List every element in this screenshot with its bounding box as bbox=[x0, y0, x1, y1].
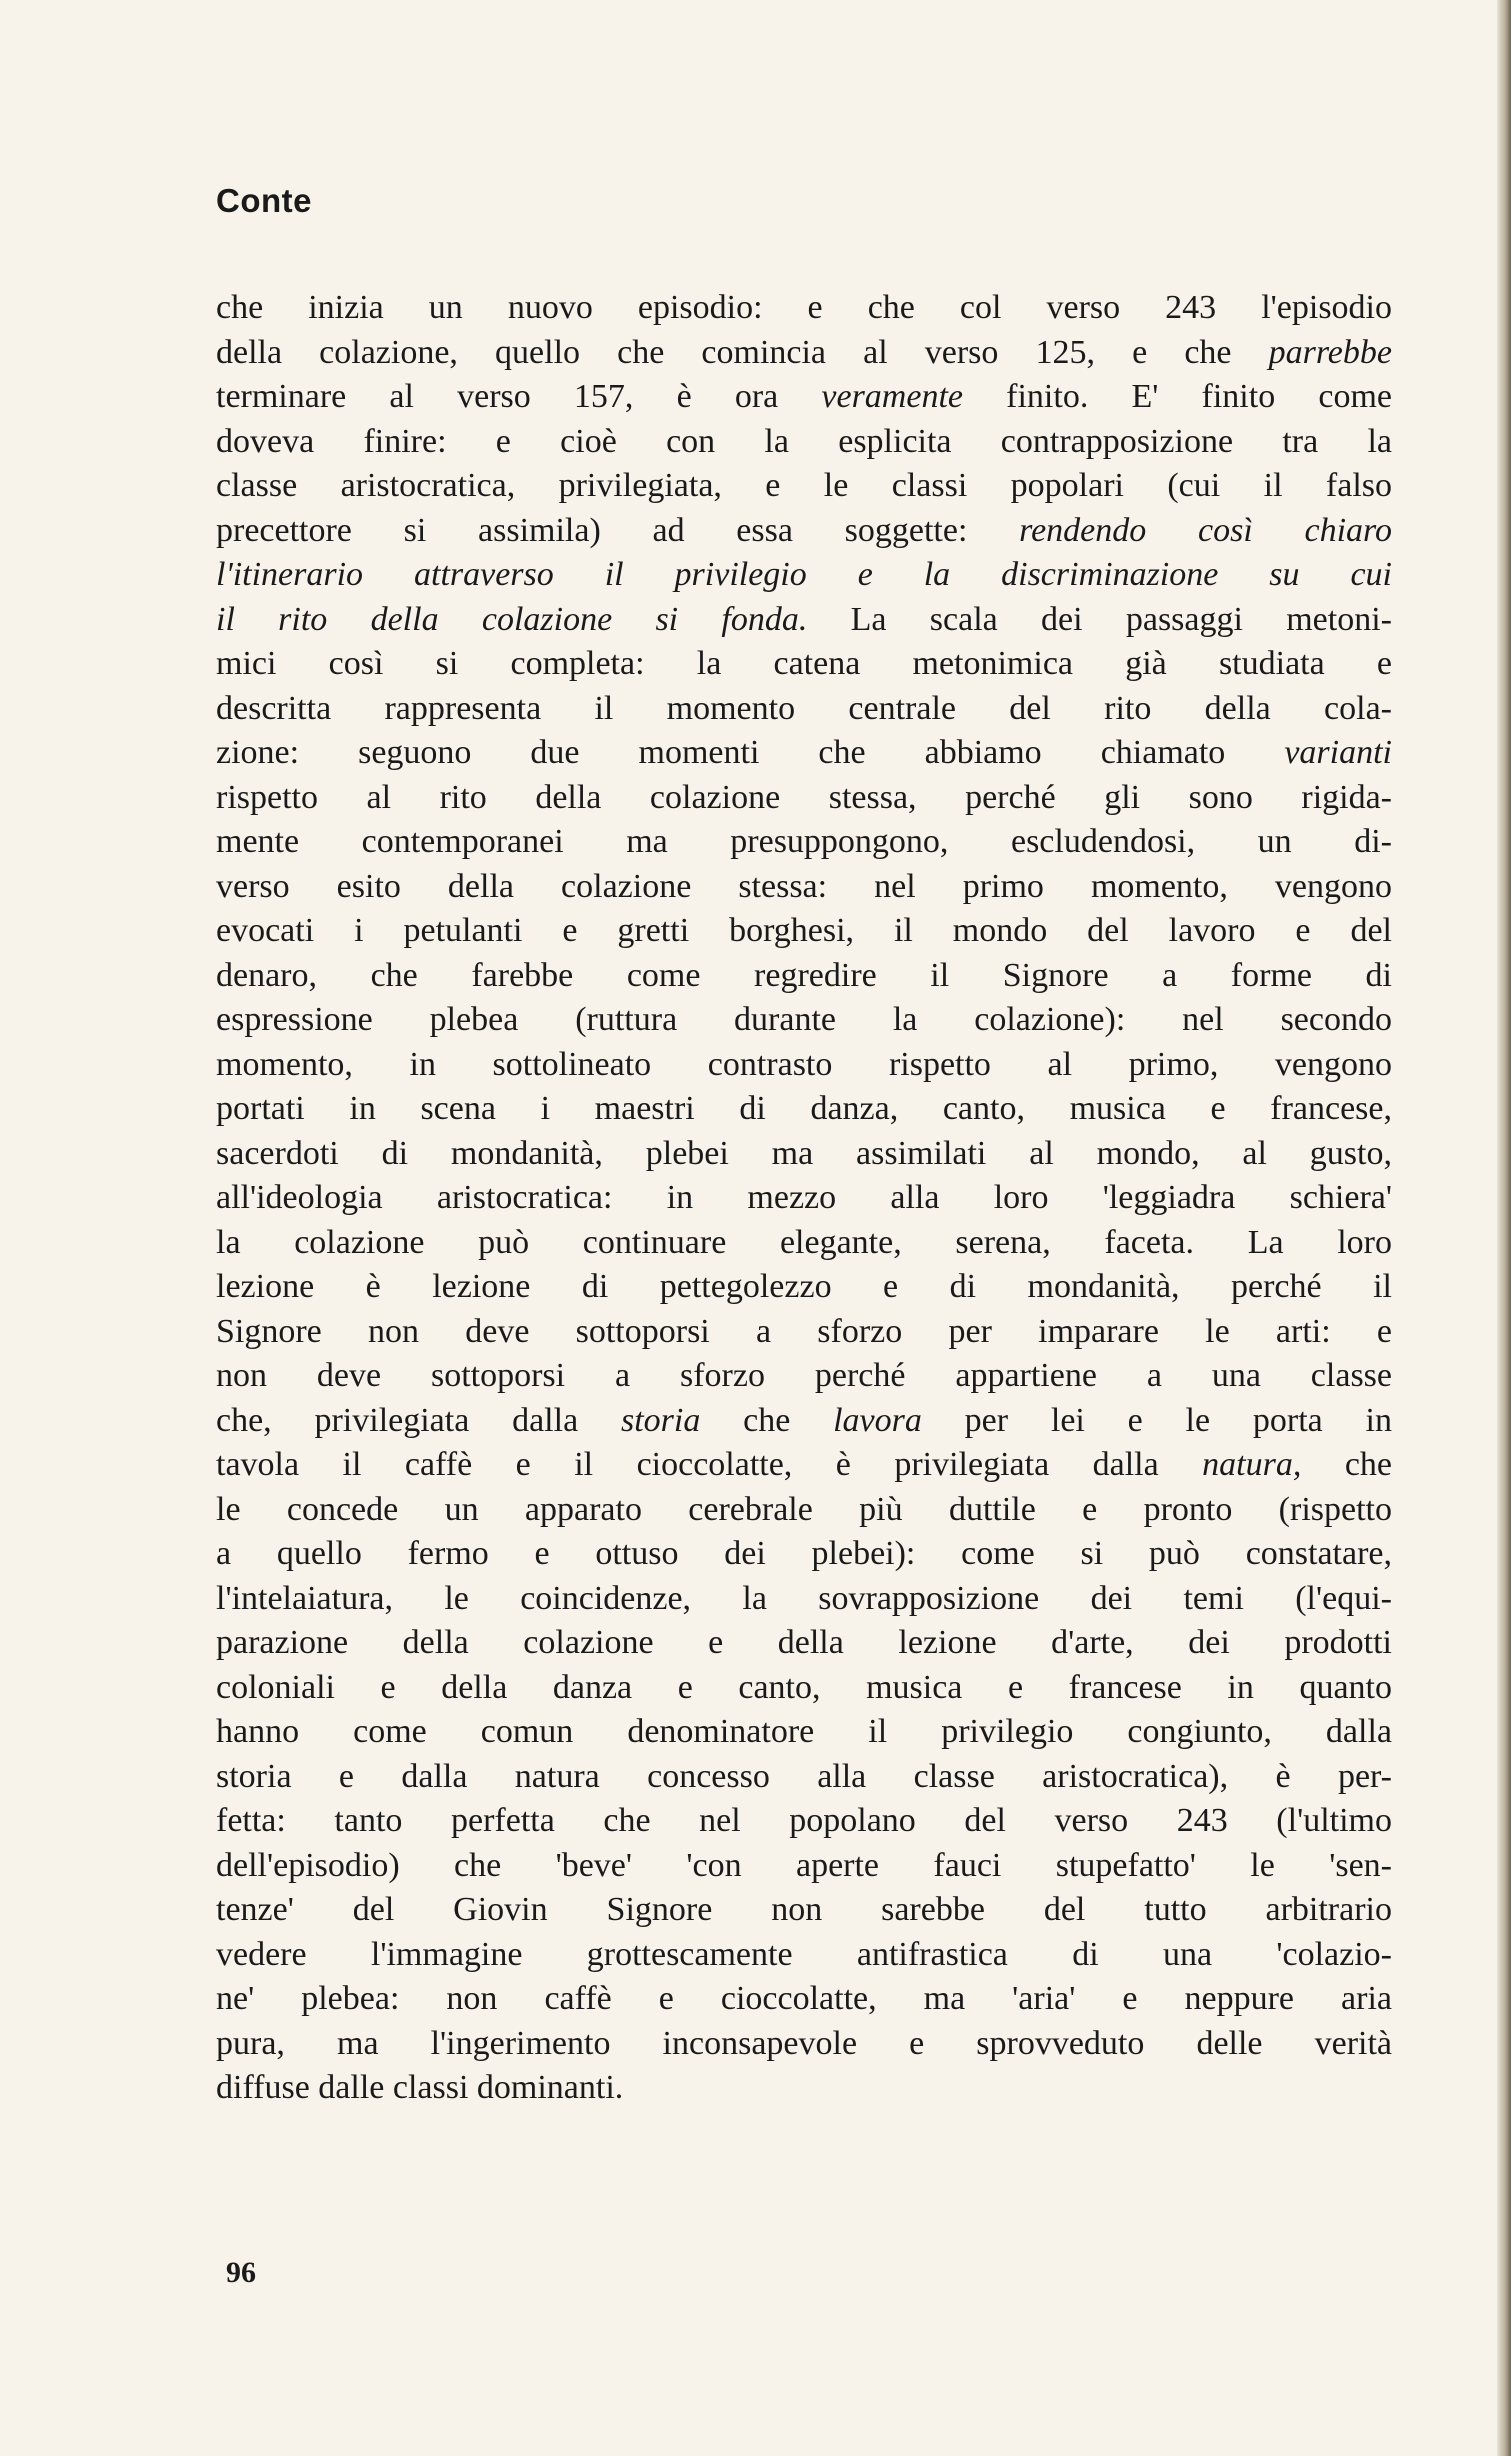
text-line bbox=[216, 420, 1392, 465]
text-segment: le concede un apparato cerebrale più duttile e pronto (rispetto bbox=[216, 1490, 1392, 1528]
text-line bbox=[216, 1265, 1392, 1310]
text-segment: mente contemporanei ma presuppongono, escludendosi, un di- bbox=[216, 823, 1392, 860]
text-line bbox=[216, 731, 1392, 776]
text-segment: fetta: tanto perfetta che nel popolano del verso 243 (l'ultimo bbox=[216, 1802, 1392, 1839]
text-segment: descritta rappresenta il momento centrale del rito della cola- bbox=[216, 689, 1392, 727]
text-line bbox=[216, 1221, 1392, 1266]
text-segment: all'ideologia aristocratica: in mezzo alla loro 'leggiadra schiera' bbox=[216, 1179, 1392, 1216]
text-line bbox=[216, 642, 1392, 687]
page-number: 96 bbox=[226, 2256, 256, 2289]
text-segment: l'intelaiatura, le coincidenze, la sovrapposizione dei temi (l'equi- bbox=[216, 1579, 1392, 1617]
text-line bbox=[216, 598, 1392, 643]
text-segment: tenze' del Giovin Signore non sarebbe del tutto arbitrario bbox=[216, 1891, 1392, 1928]
text-line bbox=[216, 1888, 1392, 1933]
text-segment: pura, ma l'ingerimento inconsapevole e sprovveduto delle verità bbox=[216, 2024, 1392, 2062]
text-segment: evocati i petulanti e gretti borghesi, il mondo del lavoro e del bbox=[216, 912, 1392, 949]
text-line bbox=[216, 865, 1392, 910]
italic-segment: l'itinerario attraverso il privilegio e la discriminazione su cui bbox=[216, 556, 1392, 593]
text-segment: denaro, che farebbe come regredire il Signore a forme di bbox=[216, 956, 1392, 994]
text-segment: la colazione può continuare elegante, serena, faceta. La loro bbox=[216, 1223, 1392, 1261]
page-edge bbox=[1497, 0, 1511, 2456]
text-line bbox=[216, 1488, 1392, 1533]
text-segment: parazione della colazione e della lezione d'arte, dei prodotti bbox=[216, 1624, 1392, 1661]
text-segment: vedere l'immagine grottescamente antifrastica di una 'colazio- bbox=[216, 1935, 1392, 1973]
italic-segment: varianti bbox=[1284, 734, 1392, 771]
text-segment: Signore non deve sottoporsi a sforzo per imparare le arti: e bbox=[216, 1312, 1392, 1350]
text-line bbox=[216, 1132, 1392, 1177]
text-segment: dell'episodio) che 'beve' 'con aperte fauci stupefatto' le 'sen- bbox=[216, 1846, 1392, 1884]
text-line bbox=[216, 1443, 1392, 1488]
text-line bbox=[216, 286, 1392, 331]
text-segment: doveva finire: e cioè con la esplicita contrapposizione tra la bbox=[216, 422, 1392, 460]
text-segment: terminare al verso 157, è ora bbox=[216, 378, 822, 415]
text-line bbox=[216, 2022, 1392, 2067]
text-line bbox=[216, 1621, 1392, 1666]
text-segment: mici così si completa: la catena metonimica già studiata e bbox=[216, 645, 1392, 682]
text-line bbox=[216, 331, 1392, 376]
text-segment: sacerdoti di mondanità, plebei ma assimilati al mondo, al gusto, bbox=[216, 1134, 1392, 1172]
text-line bbox=[216, 909, 1392, 954]
text-segment: ne' plebea: non caffè e cioccolatte, ma 'aria' e neppure aria bbox=[216, 1980, 1392, 2017]
text-segment: che bbox=[700, 1401, 834, 1439]
text-line bbox=[216, 1532, 1392, 1577]
text-segment: coloniali e della danza e canto, musica e francese in quanto bbox=[216, 1668, 1392, 1706]
text-segment: rispetto al rito della colazione stessa, perché gli sono rigida- bbox=[216, 778, 1392, 816]
text-segment: che inizia un nuovo episodio: e che col verso 243 l'episodio bbox=[216, 289, 1392, 326]
text-line bbox=[216, 464, 1392, 509]
text-line bbox=[216, 687, 1392, 732]
text-segment: precettore si assimila) ad essa soggette: bbox=[216, 511, 1020, 549]
text-segment: non deve sottoporsi a sforzo perché appartiene a una classe bbox=[216, 1357, 1392, 1394]
italic-segment: storia bbox=[620, 1401, 701, 1439]
text-segment: hanno come comun denominatore il privilegio congiunto, dalla bbox=[216, 1713, 1392, 1750]
text-line bbox=[216, 1977, 1392, 2022]
text-segment: La scala dei passaggi metoni- bbox=[807, 600, 1392, 638]
text-segment: della colazione, quello che comincia al verso 125, e che bbox=[216, 333, 1269, 371]
text-line bbox=[216, 375, 1392, 420]
text-line bbox=[216, 776, 1392, 821]
text-line bbox=[216, 1087, 1392, 1132]
text-line bbox=[216, 954, 1392, 999]
text-line bbox=[216, 1399, 1392, 1444]
text-segment: finito. E' finito come bbox=[963, 378, 1392, 415]
text-line bbox=[216, 820, 1392, 865]
body-paragraph bbox=[216, 286, 1392, 2111]
text-segment: portati in scena i maestri di danza, canto, musica e francese, bbox=[216, 1090, 1392, 1127]
text-line bbox=[216, 1176, 1392, 1221]
text-segment: momento, in sottolineato contrasto rispetto al primo, vengono bbox=[216, 1045, 1392, 1083]
text-segment: per lei e le porta in bbox=[921, 1401, 1392, 1439]
text-line bbox=[216, 1666, 1392, 1711]
text-line bbox=[216, 1354, 1392, 1399]
text-line bbox=[216, 1844, 1392, 1889]
text-segment: espressione plebea (ruttura durante la colazione): nel secondo bbox=[216, 1001, 1392, 1038]
text-segment: che bbox=[1301, 1446, 1393, 1483]
text-line bbox=[216, 2066, 1392, 2111]
italic-segment: veramente bbox=[821, 378, 963, 415]
text-line bbox=[216, 998, 1392, 1043]
text-segment: verso esito della colazione stessa: nel primo momento, vengono bbox=[216, 867, 1392, 905]
text-segment: classe aristocratica, privilegiata, e le classi popolari (cui il falso bbox=[216, 467, 1392, 504]
italic-segment: il rito della colazione si fonda. bbox=[216, 600, 808, 638]
text-line bbox=[216, 1577, 1392, 1622]
text-segment: lezione è lezione di pettegolezzo e di mondanità, perché il bbox=[216, 1268, 1392, 1305]
text-segment: zione: seguono due momenti che abbiamo chiamato bbox=[216, 734, 1285, 771]
italic-segment: parrebbe bbox=[1268, 333, 1392, 371]
italic-segment: rendendo così chiaro bbox=[1019, 511, 1392, 549]
text-segment: che, privilegiata dalla bbox=[216, 1401, 621, 1439]
text-segment: storia e dalla natura concesso alla classe aristocratica), è per- bbox=[216, 1757, 1392, 1795]
text-segment: diffuse dalle classi dominanti. bbox=[216, 2069, 624, 2106]
text-line bbox=[216, 509, 1392, 554]
text-line bbox=[216, 1310, 1392, 1355]
text-segment: a quello fermo e ottuso dei plebei): come si può constatare, bbox=[216, 1535, 1392, 1572]
text-segment: tavola il caffè e il cioccolatte, è privilegiata dalla bbox=[216, 1446, 1203, 1483]
text-line bbox=[216, 1043, 1392, 1088]
running-header: Conte bbox=[216, 182, 312, 219]
text-line bbox=[216, 553, 1392, 598]
text-line bbox=[216, 1933, 1392, 1978]
text-line bbox=[216, 1710, 1392, 1755]
italic-segment: natura, bbox=[1202, 1446, 1302, 1483]
italic-segment: lavora bbox=[833, 1401, 922, 1439]
text-line bbox=[216, 1799, 1392, 1844]
text-line bbox=[216, 1755, 1392, 1800]
